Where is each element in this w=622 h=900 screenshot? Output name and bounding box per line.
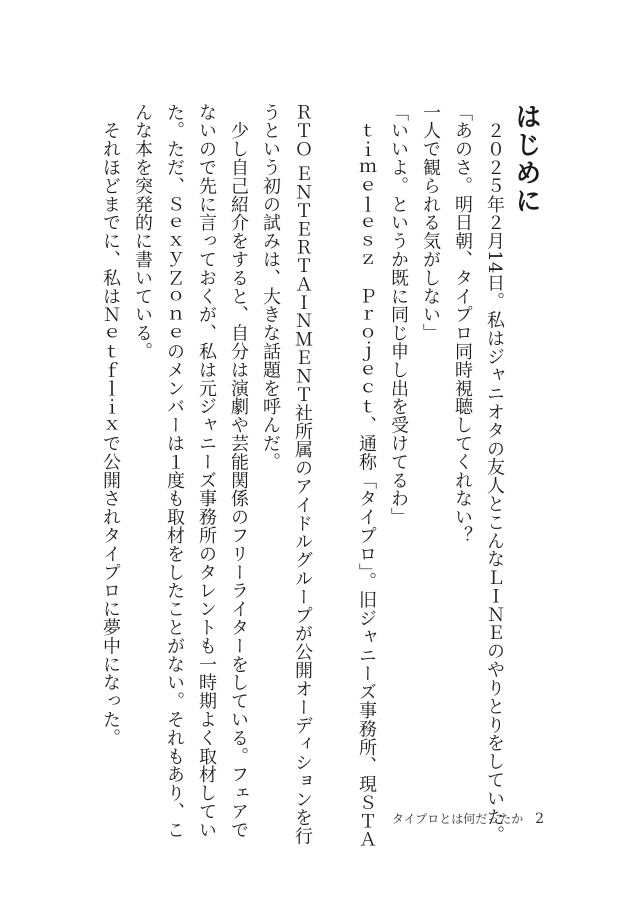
text-line-5: ｔｉｍｅｌｅｓｚ Ｐｒｏｊｅｃｔ、通称「タイプロ」。旧ジャニーズ事務所、現ＳＴＡ <box>356 103 377 849</box>
chapter-heading: はじめに <box>511 103 541 215</box>
text-line-12: それほどまでに、私はＮｅｔｆｌｉｘで公開されタイプロに夢中になった。 <box>100 103 121 747</box>
text-line-2: 「あのさ。明日朝、タイプロ同時視聴してくれない？ <box>452 103 473 545</box>
text-line-6: ＲＴＯ ＥＮＴＥＲＴＡＩＮＭＥＮＴ社所属のアイドルグループが公開オーディションを行 <box>292 103 313 846</box>
text-line-1: ２０２５年２月14日。私はジャニオタの友人とこんなＬＩＮＥのやりとりをしていた。 <box>484 103 505 845</box>
running-title: タイプロとは何だったか <box>391 812 524 826</box>
text-line-4: 「いいよ。というか既に同じ申し出を受けてるわ」 <box>388 103 409 527</box>
text-line-9: ないので先に言っておくが、私は元ジャニーズ事務所のタレントも一時期よく取材してい <box>196 103 217 839</box>
page-footer <box>392 810 544 827</box>
page-number: 2 <box>535 811 544 827</box>
text-line-10: た。ただ、ＳｅｘｙＺｏｎｅのメンバーは１度も取材をしたことがない。それもあり、こ <box>164 103 185 839</box>
text-line-11: んな本を突発的に書いている。 <box>132 103 153 361</box>
text-line-7: うという初の試みは、大きな話題を呼んだ。 <box>260 103 281 471</box>
text-line-3: 一人で観られる気がしない」 <box>420 103 441 343</box>
text-line-8: 少し自己紹介をすると、自分は演劇や芸能関係のフリーライターをしている。フェアで <box>228 103 249 839</box>
